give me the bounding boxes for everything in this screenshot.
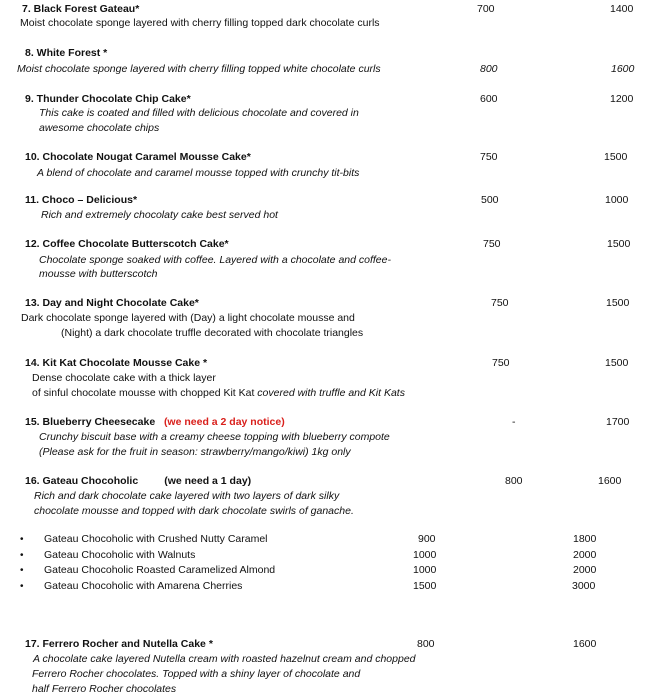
- variant-3-name: Gateau Chocoholic Roasted Caramelized Almond: [44, 564, 276, 576]
- item-17-desc-2: Ferrero Rocher chocolates. Topped with a shiny layer of chocolate and: [32, 668, 361, 680]
- item-7-price-full: 1400: [610, 3, 634, 15]
- item-15-desc-2: (Please ask for the fruit in season: strawberry/mango/kiwi) 1kg only: [39, 446, 351, 458]
- item-15-price-full: 1700: [606, 416, 630, 428]
- item-9-price-full: 1200: [610, 93, 634, 105]
- item-11-price-half: 500: [481, 194, 499, 206]
- item-17-price-full: 1600: [573, 638, 597, 650]
- item-14-desc-2-italic: covered with truffle and Kit Kats: [254, 387, 405, 399]
- variant-1-price-full: 1800: [573, 533, 597, 545]
- item-14-price-full: 1500: [605, 357, 629, 369]
- item-8-price-half: 800: [480, 63, 498, 75]
- item-14-desc-2-plain: of sinful chocolate mousse with chopped Kit Kat: [32, 387, 255, 399]
- item-13-desc-1: Dark chocolate sponge layered with (Day) a light chocolate mousse and: [21, 312, 355, 324]
- variant-2-name: Gateau Chocoholic with Walnuts: [44, 549, 196, 561]
- variant-1-price-half: 900: [418, 533, 436, 545]
- item-13-price-full: 1500: [606, 297, 630, 309]
- item-12-desc-1: Chocolate sponge soaked with coffee. Layered with a chocolate and coffee-: [39, 254, 391, 266]
- item-9-price-half: 600: [480, 93, 498, 105]
- item-16-desc-1: Rich and dark chocolate cake layered with two layers of dark silky: [34, 490, 340, 502]
- item-14-price-half: 750: [492, 357, 510, 369]
- item-12-title: 12. Coffee Chocolate Butterscotch Cake*: [25, 238, 229, 250]
- item-15-desc-1: Crunchy biscuit base with a creamy cheese topping with blueberry compote: [39, 431, 390, 443]
- item-12-price-half: 750: [483, 238, 501, 250]
- item-8-title: 8. White Forest *: [25, 47, 108, 59]
- item-13-price-half: 750: [491, 297, 509, 309]
- item-17-title: 17. Ferrero Rocher and Nutella Cake *: [25, 638, 213, 650]
- item-10-price-full: 1500: [604, 151, 628, 163]
- item-12-desc-2: mousse with butterscotch: [39, 268, 158, 280]
- variant-3-price-full: 2000: [573, 564, 597, 576]
- item-13-title: 13. Day and Night Chocolate Cake*: [25, 297, 199, 309]
- item-15-name: 15. Blueberry Cheesecake: [25, 416, 156, 428]
- item-14-desc-1: Dense chocolate cake with a thick layer: [32, 372, 216, 384]
- item-17-desc-3: half Ferrero Rocher chocolates: [32, 683, 177, 695]
- bullet-icon: •: [20, 581, 24, 592]
- bullet-icon: •: [20, 534, 24, 545]
- item-15-title: [25, 416, 285, 429]
- item-7-title: 7. Black Forest Gateau*: [22, 3, 140, 15]
- item-10-title: 10. Chocolate Nougat Caramel Mousse Cake*: [25, 151, 251, 163]
- item-16-desc-2: chocolate mousse and topped with dark chocolate swirls of ganache.: [34, 505, 354, 517]
- item-7-desc: Moist chocolate sponge layered with cherry filling topped dark chocolate curls: [20, 17, 380, 29]
- item-15-price-half: -: [512, 416, 516, 428]
- item-11-title: 11. Choco – Delicious*: [25, 194, 138, 206]
- item-9-desc-1: This cake is coated and filled with delicious chocolate and covered in: [39, 107, 359, 119]
- variant-1-name: Gateau Chocoholic with Crushed Nutty Caramel: [44, 533, 268, 545]
- variant-2-price-full: 2000: [573, 549, 597, 561]
- item-13-desc-2: (Night) a dark chocolate truffle decorated with chocolate triangles: [61, 327, 364, 339]
- variant-4-name: Gateau Chocoholic with Amarena Cherries: [44, 580, 243, 592]
- bullet-icon: •: [20, 565, 24, 576]
- item-16-price-half: 800: [505, 475, 523, 487]
- item-17-price-half: 800: [417, 638, 435, 650]
- item-16-title: [25, 475, 251, 488]
- item-9-desc-2: awesome chocolate chips: [39, 122, 160, 134]
- item-14-desc-2: [32, 387, 405, 400]
- item-16-notice: (we need a 1 day): [164, 475, 252, 487]
- item-11-price-full: 1000: [605, 194, 629, 206]
- item-15-notice: (we need a 2 day notice): [163, 416, 285, 428]
- item-17-desc-1: A chocolate cake layered Nutella cream with roasted hazelnut cream and chopped: [33, 653, 416, 665]
- bullet-icon: •: [20, 550, 24, 561]
- item-11-desc: Rich and extremely chocolaty cake best served hot: [41, 209, 278, 221]
- item-10-desc: A blend of chocolate and caramel mousse topped with crunchy tit-bits: [37, 167, 360, 179]
- item-12-price-full: 1500: [607, 238, 631, 250]
- item-9-title: 9. Thunder Chocolate Chip Cake*: [25, 93, 191, 105]
- item-8-price-full: 1600: [611, 63, 635, 75]
- variant-4-price-full: 3000: [572, 580, 596, 592]
- item-8-desc: Moist chocolate sponge layered with cherry filling topped white chocolate curls: [17, 63, 381, 75]
- item-16-price-full: 1600: [598, 475, 622, 487]
- variant-4-price-half: 1500: [413, 580, 437, 592]
- item-7-price-half: 700: [477, 3, 495, 15]
- item-10-price-half: 750: [480, 151, 498, 163]
- item-16-name: 16. Gateau Chocoholic: [25, 475, 139, 487]
- variant-3-price-half: 1000: [413, 564, 437, 576]
- variant-2-price-half: 1000: [413, 549, 437, 561]
- item-14-title: 14. Kit Kat Chocolate Mousse Cake *: [25, 357, 208, 369]
